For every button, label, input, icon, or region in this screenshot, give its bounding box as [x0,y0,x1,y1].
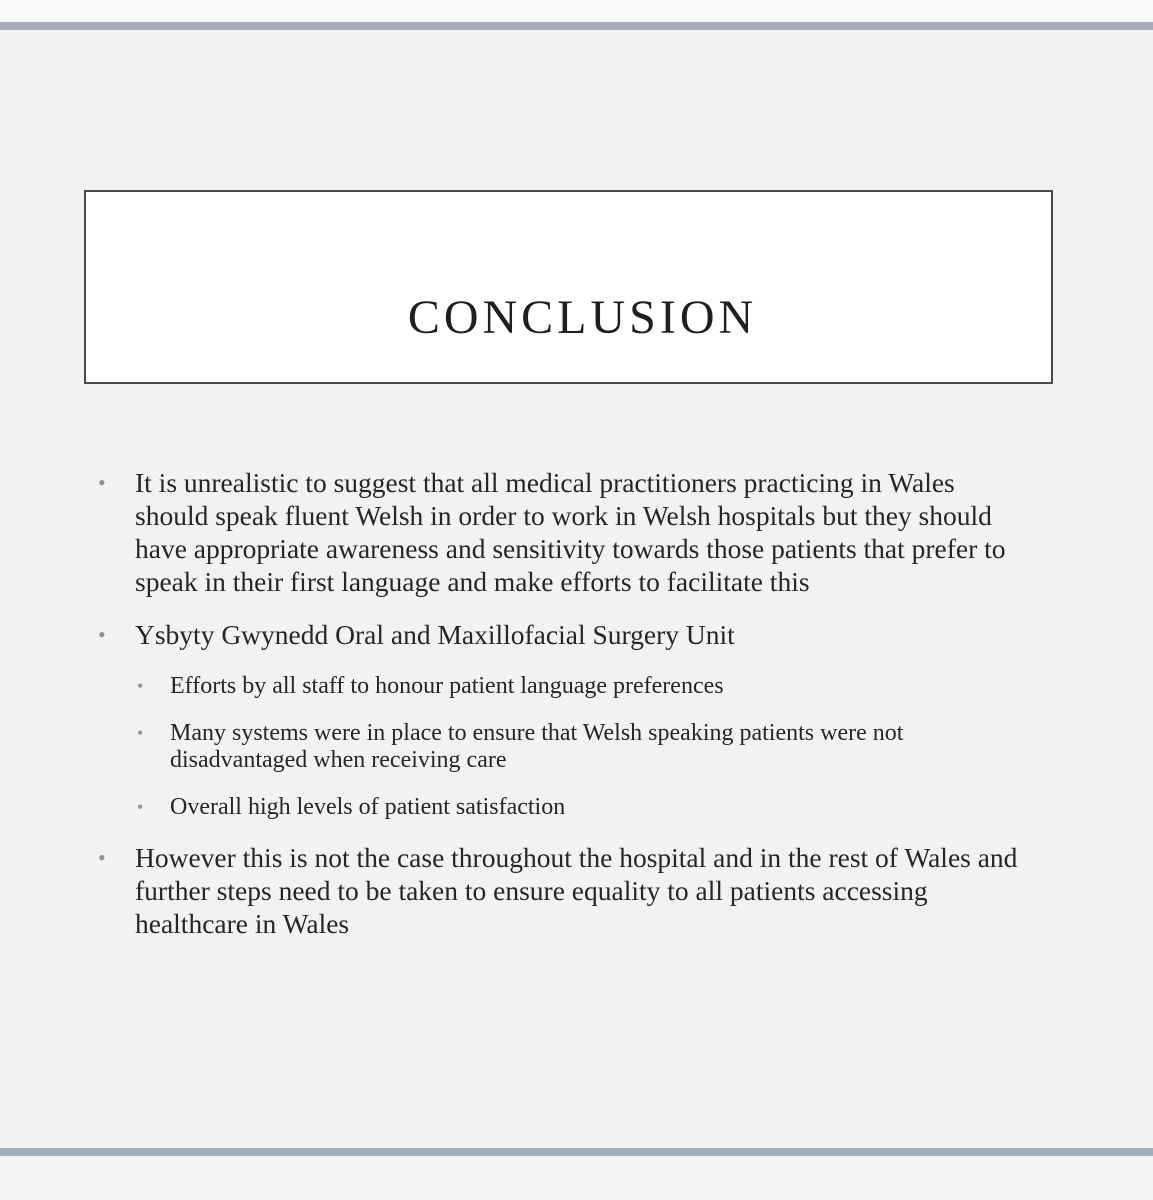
sub-bullet-icon: • [137,676,144,696]
bottom-margin [0,1156,1153,1200]
sub-bullet-icon: • [137,723,144,743]
bullet-item [98,466,1018,598]
slide-title: CONCLUSION [407,291,758,344]
sub-bullet-text: Efforts by all staff to honour patient language preferences [170,673,724,699]
bullet-icon: • [98,845,106,870]
sub-bullet-item [98,673,1018,700]
slide [0,22,1153,1156]
title-box [84,190,1053,384]
sub-bullet-text: Many systems were in place to ensure that Welsh speaking patients were not disadvantaged when receiving care [170,720,904,773]
sub-bullet-item [98,794,1018,821]
bullet-list [98,466,1018,940]
sub-bullet-text: Overall high levels of patient satisfaction [170,794,566,820]
sub-bullet-icon: • [137,797,144,817]
bullet-item [98,841,1018,940]
bullet-icon: • [98,470,106,495]
bullet-text: Ysbyty Gwynedd Oral and Maxillofacial Surgery Unit [135,619,735,650]
bullet-text: It is unrealistic to suggest that all medical practitioners practicing in Wales should speak fluent Welsh in order to work in Welsh hospitals but they should have appropriate awareness and sensitivity towards those patients that prefer to speak in their first language and make efforts to facilitate this [135,467,1006,597]
bullet-icon: • [98,622,106,647]
bullet-text: However this is not the case throughout the hospital and in the rest of Wales and further steps need to be taken to ensure equality to all patients accessing healthcare in Wales [135,842,1018,939]
sub-bullet-item [98,720,1018,774]
top-margin [0,0,1153,22]
bullet-item [98,618,1018,651]
